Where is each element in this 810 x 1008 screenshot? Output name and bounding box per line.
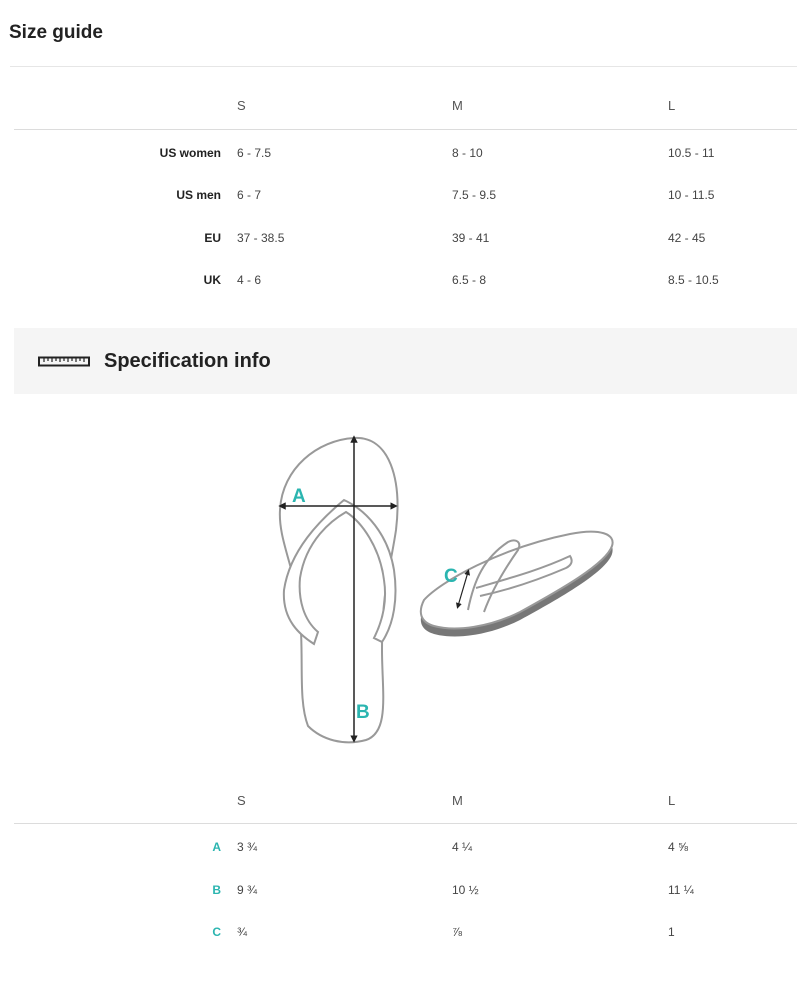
- table-cell: 4 ¼: [452, 840, 473, 854]
- table-cell: 4 - 6: [237, 273, 262, 287]
- column-header-m: M: [452, 793, 463, 808]
- table-cell: 8 - 10: [452, 146, 483, 160]
- ruler-icon: [38, 356, 90, 368]
- row-label: A: [212, 840, 221, 854]
- table-header-divider: [14, 823, 797, 824]
- column-header-l: L: [668, 98, 676, 113]
- table-row: [0, 923, 810, 943]
- table-cell: 3 ¾: [237, 840, 258, 854]
- table-cell: 37 - 38.5: [237, 231, 285, 245]
- table-header-divider: [14, 129, 797, 130]
- table-row: [0, 144, 810, 164]
- diagram-label-c: C: [444, 566, 458, 587]
- column-header-m: M: [452, 98, 463, 113]
- table-row: [0, 229, 810, 249]
- row-label: C: [212, 925, 221, 939]
- table-cell: 6 - 7: [237, 188, 262, 202]
- table-cell: 9 ¾: [237, 883, 258, 897]
- column-header-l: L: [668, 793, 676, 808]
- table-cell: 11 ¼: [668, 883, 694, 897]
- table-cell: 10.5 - 11: [668, 146, 715, 160]
- table-cell: 39 - 41: [452, 231, 490, 245]
- table-cell: 7.5 - 9.5: [452, 188, 497, 202]
- page-title: Size guide: [9, 22, 103, 43]
- table-row: [0, 881, 810, 901]
- size-table: [0, 0, 810, 300]
- column-header-s: S: [237, 793, 246, 808]
- table-cell: 10 ½: [452, 883, 479, 897]
- table-cell: 6 - 7.5: [237, 146, 272, 160]
- table-cell: ¾: [237, 925, 248, 939]
- table-cell: 10 - 11.5: [668, 188, 715, 202]
- row-label: UK: [203, 273, 221, 287]
- row-label: EU: [204, 231, 221, 245]
- table-cell: 8.5 - 10.5: [668, 273, 719, 287]
- table-cell: 42 - 45: [668, 231, 706, 245]
- spec-table: [0, 780, 810, 960]
- diagram-label-a: A: [292, 486, 306, 507]
- table-cell: 1: [668, 925, 675, 939]
- table-cell: 4 ⅝: [668, 840, 689, 854]
- table-cell: 6.5 - 8: [452, 273, 487, 287]
- table-row: [0, 186, 810, 206]
- table-cell: ⅞: [452, 925, 463, 939]
- spec-title: Specification info: [104, 350, 271, 372]
- row-label: B: [212, 883, 221, 897]
- table-row: [0, 838, 810, 858]
- column-header-s: S: [237, 98, 246, 113]
- row-label: US women: [159, 146, 221, 160]
- table-row: [0, 271, 810, 291]
- diagram-label-b: B: [356, 702, 370, 723]
- row-label: US men: [176, 188, 221, 202]
- flip-flop-diagram: [270, 430, 630, 750]
- flip-flop-top-view: [280, 438, 398, 742]
